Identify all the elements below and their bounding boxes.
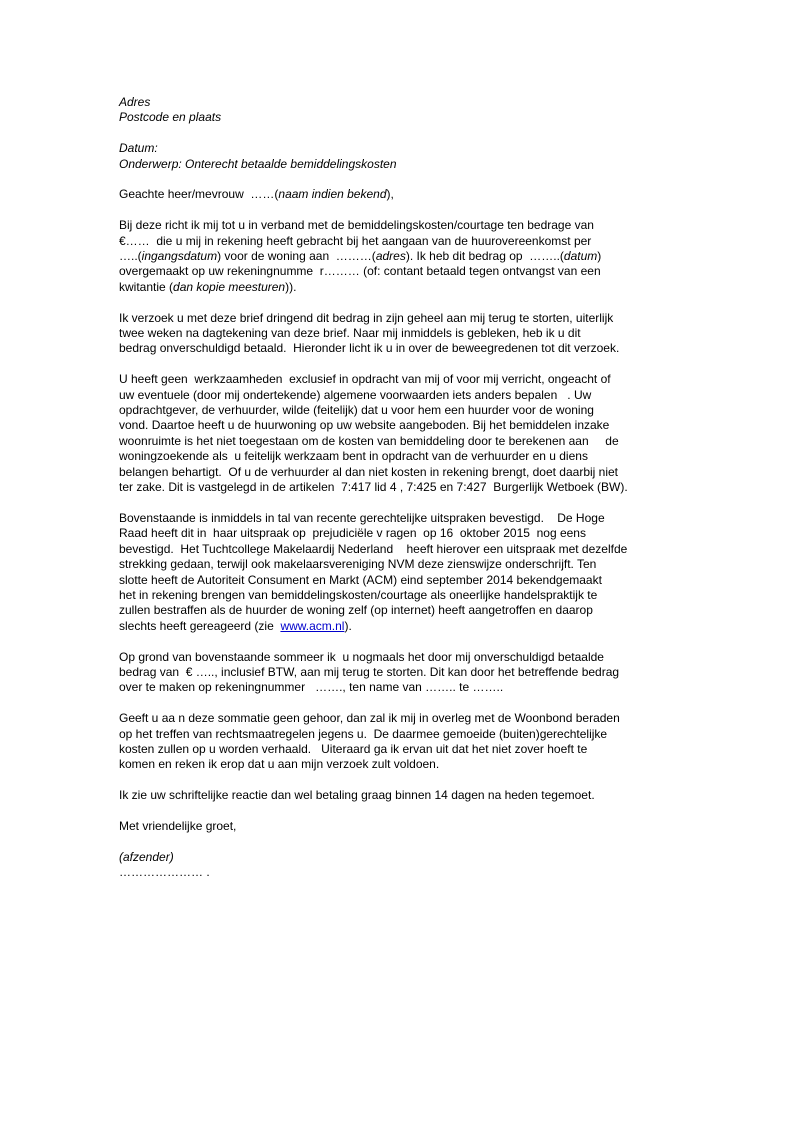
paragraph-line	[119, 280, 679, 295]
adres-placeholder: adres	[375, 249, 406, 264]
salutation-line	[119, 187, 679, 202]
postcode-line: Postcode en plaats	[119, 110, 222, 125]
paragraph-1	[119, 218, 679, 295]
text-segment: kwitantie (	[119, 279, 174, 294]
text-segment: )	[597, 249, 602, 264]
paragraph-3	[119, 372, 679, 495]
paragraph-line: uw eventuele (door mij ondertekende) algemene voorwaarden iets anders bepalen . Uw	[119, 387, 592, 402]
paragraph-line: opdrachtgever, de verhuurder, wilde (feitelijk) dat u voor hem een huurder voor de woning	[119, 403, 594, 418]
paragraph-line: Ik zie uw schriftelijke reactie dan wel betaling graag binnen 14 dagen na heden tegemoet.	[119, 788, 595, 803]
acm-link[interactable]: www.acm.nl	[280, 618, 345, 633]
text-segment: ) voor de woning aan ………(	[217, 249, 376, 264]
sender-placeholder: (afzender)	[119, 849, 174, 864]
paragraph-4	[119, 511, 679, 634]
salutation-name-hint: naam indien bekend	[278, 187, 387, 202]
paragraph-line: ter zake. Dit is vastgelegd in de artikelen 7:417 lid 4 , 7:425 en 7:427 Burgerlijk Wetboek (BW).	[119, 480, 628, 495]
paragraph-line: komen en reken ik erop dat u aan mijn verzoek zult voldoen.	[119, 757, 440, 772]
address-line: Adres	[119, 95, 151, 109]
text-segment: ). Ik heb dit bedrag op ……..(	[405, 249, 564, 264]
text-segment: ).	[344, 618, 352, 633]
paragraph-5	[119, 650, 679, 696]
closing-greeting	[119, 819, 679, 834]
salutation-pre: Geachte heer/mevrouw ……(	[119, 187, 279, 202]
salutation-post: ),	[386, 187, 394, 202]
paragraph-line: Ik verzoek u met deze brief dringend dit bedrag in zijn geheel aan mij terug te storten, uiterlijk	[119, 310, 614, 325]
paragraph-line: Geeft u aa n deze sommatie geen gehoor, dan zal ik mij in overleg met de Woonbond beraden	[119, 711, 620, 726]
paragraph-line: twee weken na dagtekening van deze brief. Naar mij inmiddels is gebleken, heb ik u dit	[119, 326, 581, 341]
paragraph-line: vond. Daartoe heeft u de huurwoning op uw website aangeboden. Bij het bemiddelen inzake	[119, 418, 610, 433]
paragraph-line: woningzoekende als u feitelijk werkzaam bent in opdracht van de verhuurder en u diens	[119, 449, 588, 464]
paragraph-line: bedrag van € ….., inclusief BTW, aan mij terug te storten. Dit kan door het betreffende bedrag	[119, 664, 620, 679]
paragraph-line: belangen behartigt. Of u de verhuurder al dan niet kosten in rekening brengt, doet daarbij niet	[119, 464, 619, 479]
sender-address-block	[119, 95, 679, 126]
paragraph-line: Raad heeft dit in haar uitspraak op prejudiciële v ragen op 16 oktober 2015 nog eens	[119, 526, 586, 541]
datum-placeholder: datum	[563, 249, 598, 264]
paragraph-line: kosten zullen op u worden verhaald. Uiteraard ga ik ervan uit dat het niet zover hoeft te	[119, 741, 588, 756]
paragraph-line: woonruimte is het niet toegestaan om de kosten van bemiddeling door te berekenen aan de	[119, 433, 619, 448]
paragraph-line: Bovenstaande is inmiddels in tal van recente gerechtelijke uitspraken bevestigd. De Hoge	[119, 510, 605, 525]
paragraph-line: bedrag onverschuldigd betaald. Hieronder licht ik u in over de beweegredenen tot dit verzoek.	[119, 341, 620, 356]
paragraph-line: €…… die u mij in rekening heeft gebracht bij het aangaan van de huurovereenkomst per	[119, 233, 592, 248]
date-subject-block	[119, 141, 679, 172]
text-segment: …..(	[119, 249, 142, 264]
paragraph-line: overgemaakt op uw rekeningnumme r……… (of: contant betaald tegen ontvangst van een	[119, 264, 601, 279]
paragraph-line: over te maken op rekeningnummer ……., ten name van …….. te ……..	[119, 680, 504, 695]
date-label: Datum:	[119, 141, 158, 156]
text-segment: )).	[285, 279, 297, 294]
greeting-line: Met vriendelijke groet,	[119, 818, 237, 833]
paragraph-line: slotte heeft de Autoriteit Consument en Markt (ACM) eind september 2014 bekendgemaakt	[119, 572, 602, 587]
paragraph-line	[119, 619, 679, 634]
kopie-placeholder: dan kopie meesturen	[173, 279, 286, 294]
paragraph-line: strekking gedaan, terwijl ook makelaarsvereniging NVM deze zienswijze onderschrijft. Ten	[119, 557, 597, 572]
paragraph-line: op het treffen van rechtsmaatregelen jegens u. De daarmee gemoeide (buiten)gerechtelijke	[119, 726, 608, 741]
text-segment: slechts heeft gereageerd (zie	[119, 618, 281, 633]
paragraph-line: Op grond van bovenstaande sommeer ik u nogmaals het door mij onverschuldigd betaalde	[119, 649, 604, 664]
ingangsdatum-placeholder: ingangsdatum	[141, 249, 218, 264]
paragraph-line	[119, 249, 679, 264]
paragraph-line: het in rekening brengen van bemiddelingskosten/courtage als oneerlijke handelspraktijk te	[119, 587, 598, 602]
paragraph-line: U heeft geen werkzaamheden exclusief in opdracht van mij of voor mij verricht, ongeacht of	[119, 372, 611, 387]
paragraph-7	[119, 788, 679, 803]
paragraph-6	[119, 711, 679, 773]
paragraph-line: Bij deze richt ik mij tot u in verband met de bemiddelingskosten/courtage ten bedrage van	[119, 218, 594, 233]
subject-line: Onderwerp: Onterecht betaalde bemiddelingskosten	[119, 156, 397, 171]
paragraph-line: bevestigd. Het Tuchtcollege Makelaardij Nederland heeft hierover een uitspraak met dezelfde	[119, 541, 628, 556]
paragraph-line: zullen bestraffen als de huurder de woning zelf (op internet) heeft aangetroffen en daarop	[119, 603, 593, 618]
signature-dots: ………………… .	[119, 865, 210, 880]
signature-block	[119, 850, 679, 881]
paragraph-2	[119, 311, 679, 357]
salutation	[119, 187, 679, 202]
letter-body	[119, 95, 679, 896]
